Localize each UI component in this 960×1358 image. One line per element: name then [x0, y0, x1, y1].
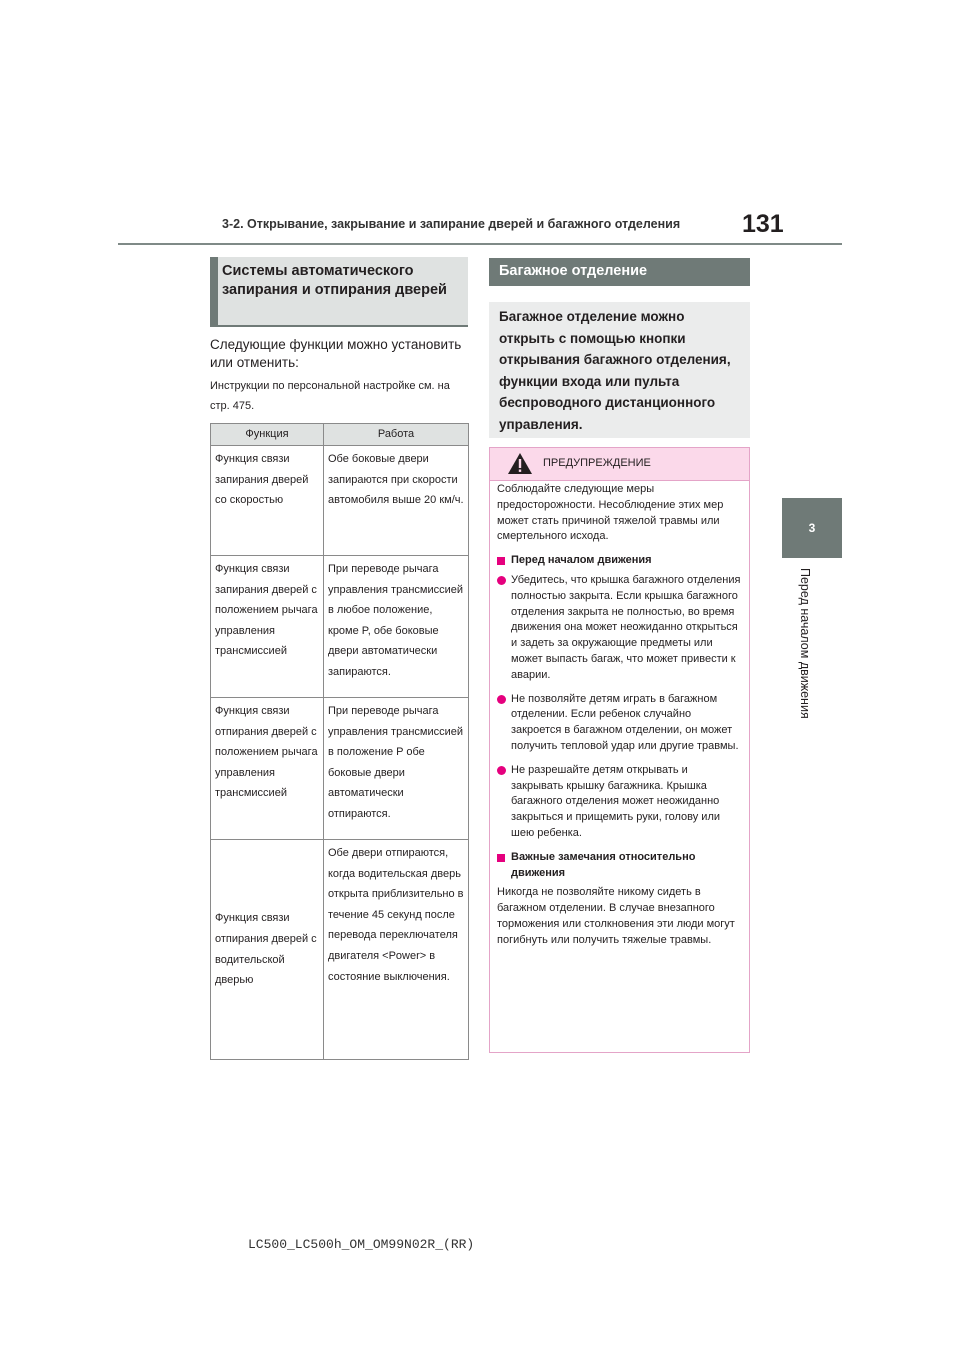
table-header-function: Функция	[211, 424, 324, 446]
table-cell-operation: Обе боковые двери запираются при скорости автомобиля выше 20 км/ч.	[324, 446, 469, 556]
functions-table	[210, 423, 469, 1060]
customization-note: Инструкции по персональной настройке см. на стр. 475.	[210, 380, 450, 412]
warning-title: ПРЕДУПРЕЖДЕНИЕ	[543, 457, 651, 469]
warning-subheading	[497, 850, 743, 882]
warning-final: Никогда не позволяйте никому сидеть в багажном отделении. В случае внезапного торможения или столкновения эти люди могут погибнуть или получить тяжелые травмы.	[497, 886, 735, 946]
table-cell-function: Функция связи запирания дверей со скоростью	[211, 446, 324, 556]
warning-intro: Соблюдайте следующие меры предосторожности. Несоблюдение этих мер может стать причиной тяжелой травмы или смертельного исхода.	[497, 483, 724, 543]
table-row	[211, 556, 469, 698]
pink-square-icon	[497, 557, 505, 565]
table-row	[211, 698, 469, 840]
pink-bullet-icon	[497, 695, 506, 704]
summary-box	[489, 302, 750, 438]
subheading-text: Важные замечания относительно движения	[511, 850, 696, 879]
right-heading-text: Багажное отделение	[499, 263, 648, 279]
chapter-tab: 3	[782, 498, 842, 558]
list-item-text: Не разрешайте детям открывать и закрывать крышку багажника. Крышка багажного отделения может неожиданно закрыться и прищемить руки, голову или шею ребенка.	[511, 763, 721, 839]
warning-box	[489, 447, 750, 1053]
table-cell-function: Функция связи отпирания дверей с положением рычага управления трансмиссией	[211, 698, 324, 840]
table-row	[211, 840, 469, 1060]
table-row	[211, 446, 469, 556]
pink-bullet-icon	[497, 766, 506, 775]
chapter-label: Перед началом движения	[798, 568, 812, 719]
warning-triangle-icon	[507, 452, 533, 475]
table-header-operation: Работа	[324, 424, 469, 446]
header-divider	[118, 243, 842, 245]
table-cell-operation: При переводе рычага управления трансмиссией в любое положение, кроме P, обе боковые двери автоматически запираются.	[324, 556, 469, 698]
pink-bullet-icon	[497, 576, 506, 585]
list-item	[497, 763, 743, 842]
subheading-text: Перед началом движения	[511, 554, 652, 567]
page-number: 131	[742, 210, 784, 238]
table-cell-function: Функция связи запирания дверей с положением рычага управления трансмиссией	[211, 556, 324, 698]
table-cell-function: Функция связи отпирания дверей с водительской дверью	[211, 840, 324, 1060]
pink-square-icon	[497, 854, 505, 862]
list-item	[497, 573, 743, 684]
section-header-title: 3-2. Открывание, закрывание и запирание дверей и багажного отделения	[222, 217, 681, 231]
document-code: LC500_LC500h_OM_OM99N02R_(RR)	[248, 1237, 475, 1252]
warning-subheading	[497, 553, 743, 569]
intro-text: Следующие функции можно установить или отменить:	[210, 337, 462, 370]
left-section-heading	[210, 257, 468, 327]
table-cell-operation: Обе двери отпираются, когда водительская дверь открыта приблизительно в течение 45 секунд после перевода переключателя двигателя <Power> в состояние выключения.	[324, 840, 469, 1060]
heading-accent-bar	[210, 257, 218, 325]
right-section-heading	[489, 258, 750, 286]
warning-body	[490, 481, 749, 949]
list-item-text: Убедитесь, что крышка багажного отделения полностью закрыта. Если крышка багажного отделения закрыта не полностью, во время движения она может неожиданно открыться и задеть за окружающие предметы или может выпасть багаж, что может привести к аварии.	[511, 573, 741, 681]
warning-header	[490, 448, 749, 481]
list-item	[497, 692, 743, 755]
left-heading-text: Системы автоматического запирания и отпирания дверей	[222, 263, 447, 298]
list-item-text: Не позволяйте детям играть в багажном отделении. Если ребенок случайно закроется в багажном отделении, он может получить тепловой удар или другие травмы.	[511, 692, 739, 752]
summary-text: Багажное отделение можно открыть с помощью кнопки открывания багажного отделения, функции входа или пульта беспроводного дистанционного управления.	[499, 309, 731, 432]
table-cell-operation: При переводе рычага управления трансмиссией в положение P обе боковые двери автоматически отпираются.	[324, 698, 469, 840]
table-header-row	[211, 424, 469, 446]
